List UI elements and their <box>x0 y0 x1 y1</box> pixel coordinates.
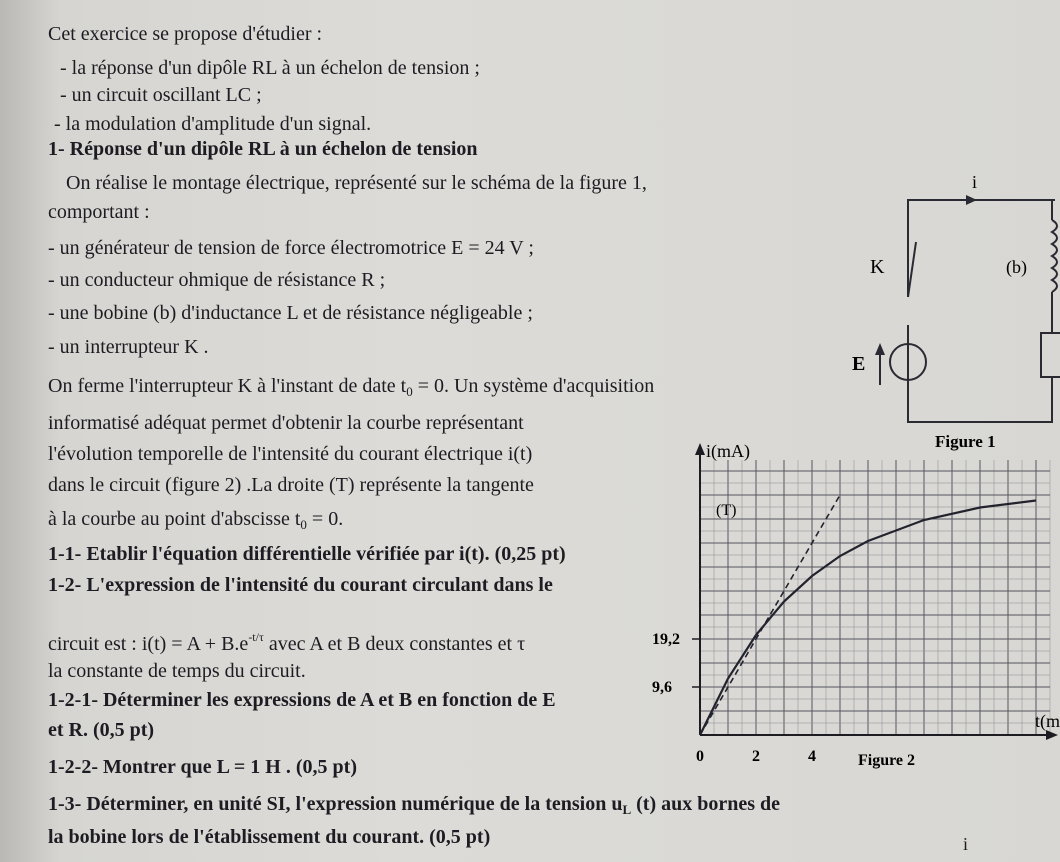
question-points: (0,25 pt) <box>494 543 566 565</box>
question-1-3 <box>48 792 780 822</box>
question-1-2-1-line-2 <box>48 718 154 742</box>
circuit-wire-bottom <box>908 377 1052 422</box>
subscript: 0 <box>300 517 307 532</box>
intro-line-1: Cet exercice se propose d'étudier : <box>48 23 323 45</box>
question-text: (t) aux bornes de <box>631 793 781 815</box>
switch-label: K <box>870 256 885 278</box>
question-points: (0,5 pt) <box>295 756 357 778</box>
y-axis-arrowhead <box>695 443 705 455</box>
intro-line-2: - la réponse d'un dipôle RL à un échelon de tension ; <box>60 57 480 79</box>
x-axis-arrowhead <box>1046 730 1058 740</box>
graph-grid <box>700 460 1050 735</box>
question-points: (0,5 pt) <box>92 719 155 741</box>
text-fragment: = 0. Un système d'acquisition <box>412 375 655 397</box>
question-text: la bobine lors de l'établissement du courant. <box>48 826 430 848</box>
expression-text: avec A et B deux constantes et τ <box>263 633 526 655</box>
question-1-2-1: 1-2-1- Déterminer les expressions de A et B en fonction de E <box>48 689 556 711</box>
question-text: et R. <box>48 719 93 741</box>
component-item-resistor: - un conducteur ohmique de résistance R ; <box>48 269 386 291</box>
text-fragment: On ferme l'interrupteur K à l'instant de date t <box>48 375 407 397</box>
coil-label: (b) <box>1006 257 1027 277</box>
question-text: 1-2-2- Montrer que L = 1 H . <box>48 756 296 778</box>
figure-2-caption: Figure 2 <box>858 752 916 769</box>
paragraph-line: informatisé adéquat permet d'obtenir la courbe représentant <box>48 412 524 434</box>
paragraph-line: On réalise le montage électrique, représenté sur le schéma de la figure 1, <box>66 172 647 194</box>
question-text: 1-3- Déterminer, en unité SI, l'expression numérique de la tension u <box>48 793 623 815</box>
x-axis-label: t(m <box>1035 711 1060 731</box>
question-text: 1-1- Etablir l'équation différentielle vérifiée par i(t). <box>48 543 495 565</box>
switch-blade <box>908 242 916 297</box>
paragraph-line: dans le circuit (figure 2) .La droite (T) représente la tangente <box>48 474 534 496</box>
text-fragment: = 0. <box>306 508 344 530</box>
figure-1-caption: Figure 1 <box>935 432 996 451</box>
y-tick-label: 9,6 <box>652 679 672 696</box>
question-1-2-2 <box>48 755 357 779</box>
question-points: (0,5 pt) <box>429 826 491 848</box>
paragraph-line: comportant : <box>48 201 150 223</box>
emf-arrowhead <box>875 343 885 355</box>
generator-label: E <box>852 353 866 375</box>
x-tick-label: 4 <box>808 748 816 765</box>
footer-current-label: i <box>963 834 969 854</box>
resistor-symbol <box>1041 333 1060 377</box>
component-item-coil: - une bobine (b) d'inductance L et de résistance négligeable ; <box>48 302 533 324</box>
circuit-wire-top <box>908 200 1055 297</box>
x-tick-label: 2 <box>752 748 760 765</box>
component-item-generator: - un générateur de tension de force électromotrice E = 24 V ; <box>48 237 534 259</box>
figure-2-graph <box>640 435 1060 785</box>
question-1-2: 1-2- L'expression de l'intensité du courant circulant dans le <box>48 574 553 596</box>
figure-1-circuit <box>840 165 1060 455</box>
paragraph-line <box>48 507 343 537</box>
y-axis-label: i(mA) <box>706 441 750 461</box>
expression-text: circuit est : i(t) = A + B.e <box>48 633 249 655</box>
subscript: L <box>622 802 632 817</box>
coil-symbol <box>1052 220 1057 292</box>
subscript: 0 <box>406 384 413 399</box>
x-tick-label: 0 <box>696 748 704 765</box>
component-item-switch: - un interrupteur K . <box>48 336 209 358</box>
question-1-3-line-2 <box>48 825 490 849</box>
paragraph-line: l'évolution temporelle de l'intensité du courant électrique i(t) <box>48 443 533 465</box>
text-fragment: à la courbe au point d'abscisse t <box>48 508 301 530</box>
current-arrowhead <box>966 195 977 205</box>
exponent: -t/τ <box>248 630 264 644</box>
intro-line-3: - un circuit oscillant LC ; <box>60 84 262 106</box>
question-1-1 <box>48 542 566 566</box>
current-label: i <box>972 172 978 192</box>
paragraph-line <box>48 374 654 404</box>
question-1-2-expression <box>48 625 525 656</box>
question-1-2-line-2: la constante de temps du circuit. <box>48 660 306 682</box>
section-title: 1- Réponse d'un dipôle RL à un échelon de tension <box>48 138 478 160</box>
intro-line-4: - la modulation d'amplitude d'un signal. <box>54 113 372 135</box>
y-tick-label: 19,2 <box>652 631 680 648</box>
tangent-label: (T) <box>716 502 737 519</box>
